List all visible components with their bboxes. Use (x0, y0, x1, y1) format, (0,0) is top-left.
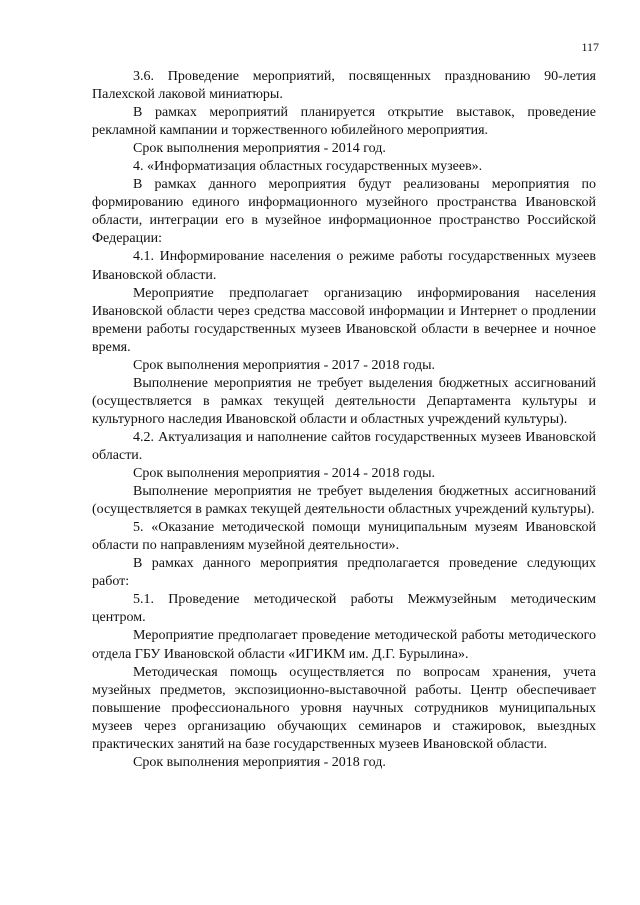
paragraph-5-1-title: 5.1. Проведение методической работы Межмузейным методическим центром. (92, 592, 596, 626)
paragraph-deadline: Срок выполнения мероприятия - 2018 год. (133, 754, 386, 770)
section-4-heading: 4. «Информатизация областных государственных музеев». (133, 159, 483, 175)
section-5-heading: 5. «Оказание методической помощи муниципальным музеям Ивановской области по направлениям музейной деятельности». (92, 520, 596, 554)
paragraph-deadline: Срок выполнения мероприятия - 2014 год. (133, 141, 386, 157)
paragraph: В рамках мероприятий планируется открытие выставок, проведение рекламной кампании и торжественного юбилейного мероприятия. (92, 105, 596, 139)
paragraph-4-2-title: 4.2. Актуализация и наполнение сайтов государственных музеев Ивановской области. (92, 429, 596, 463)
page-number: 117 (581, 40, 599, 54)
paragraph: Выполнение мероприятия не требует выделения бюджетных ассигнований (осуществляется в рамках текущей деятельности областных учреждений культуры). (92, 484, 596, 518)
paragraph-deadline: Срок выполнения мероприятия - 2014 - 2018 годы. (133, 466, 435, 482)
paragraph: Методическая помощь осуществляется по вопросам хранения, учета музейных предметов, экспозиционно-выставочной работы. Центр обеспечивает повышение профессионального уровня научных сотрудников муниципальных музеев через организацию обучающих семинаров и стажировок, выездных практических занятий на базе государственных музеев Ивановской области. (92, 664, 596, 752)
document-body (92, 68, 596, 772)
paragraph: Выполнение мероприятия не требует выделения бюджетных ассигнований (осуществляется в рамках текущей деятельности Департамента культуры и культурного наследия Ивановской области и областных учреждений культуры). (92, 375, 596, 427)
paragraph-deadline: Срок выполнения мероприятия - 2017 - 2018 годы. (133, 357, 435, 373)
paragraph-4-1-title: 4.1. Информирование населения о режиме работы государственных музеев Ивановской области. (92, 249, 596, 283)
paragraph: Мероприятие предполагает организацию информирования населения Ивановской области через средства массовой информации и Интернет о продлении времени работы государственных музеев Ивановской области в вечернее и ночное время. (92, 285, 596, 355)
paragraph-3-6-title: 3.6. Проведение мероприятий, посвященных празднованию 90-летия Палехской лаковой миниатюры. (92, 69, 596, 103)
paragraph: В рамках данного мероприятия будут реализованы мероприятия по формированию единого информационного музейного пространства Ивановской области, интеграции его в музейное информационное пространство Российской Федерации: (92, 177, 596, 247)
paragraph: В рамках данного мероприятия предполагается проведение следующих работ: (92, 556, 596, 590)
paragraph: Мероприятие предполагает проведение методической работы методического отдела ГБУ Ивановской области «ИГИКМ им. Д.Г. Бурылина». (92, 628, 596, 662)
